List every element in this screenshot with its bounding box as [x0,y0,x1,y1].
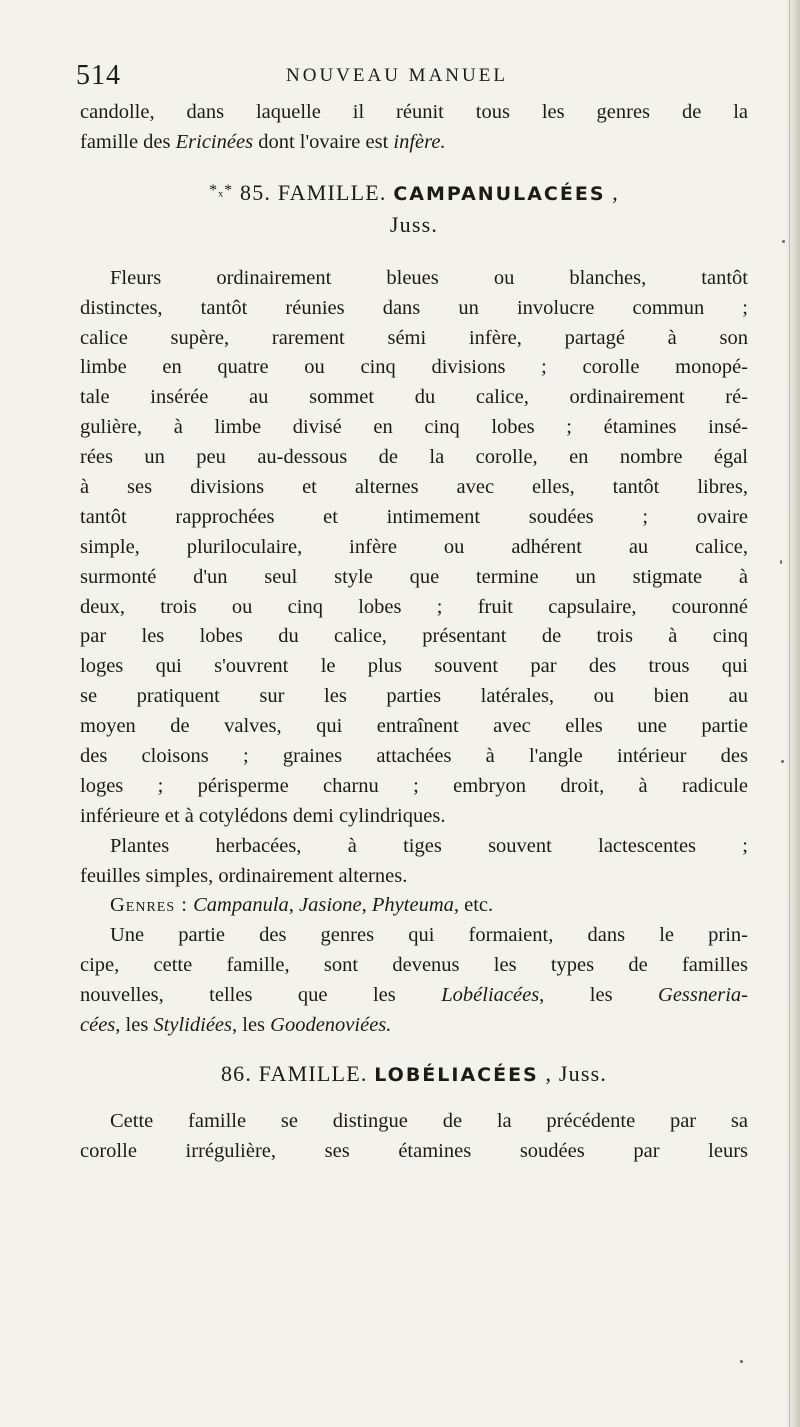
description-line: moyen de valves, qui entraînent avec elles une partie [80,715,748,738]
description-line: tantôt rapprochées et intimement soudées ; ovaire [80,505,748,528]
intro-line-1: candolle, dans laquelle il réunit tous les genres de la [80,101,748,123]
family-86-heading: 86. FAMILLE. LOBÉLIACÉES , Juss. [220,1060,608,1086]
note-text: nouvelles, telles que les [80,984,442,1007]
paper-speck [781,760,784,763]
family-85-split-note [80,921,748,1041]
family-86-line: Cette famille se distingue de la précédente par sa [110,1109,748,1132]
genus-name: Jasione [299,894,362,917]
page-edge [786,0,800,1427]
intro-text: famille des [80,130,176,153]
family-name-italic: Gessneria- [658,984,748,1007]
description-line: à ses divisions et alternes avec elles, tantôt libres, [80,476,748,499]
description-line: Fleurs ordinairement bleues ou blanches, tantôt [110,266,748,289]
description-line: simple, pluriloculaire, infère ou adhérent au calice, [80,535,748,558]
family-86-author: Juss. [558,1060,608,1086]
family-85-author: Juss. [389,211,439,237]
intro-italic: infère. [393,130,446,153]
family-85-description [80,264,748,832]
paper-speck [782,240,785,243]
family-85-heading: $^{*_x*}$ 85. FAMILLE. CAMPANULACÉES , [209,179,619,205]
description-line: rées un peu au-dessous de la corolle, en nombre égal [80,446,748,469]
note-text: , les [539,984,659,1007]
page-header [76,60,756,96]
paper-speck [740,1360,743,1363]
note-line: cipe, cette famille, sont devenus les types de familles [80,954,748,977]
description-line: gulière, à limbe divisé en cinq lobes ; étamines insé- [80,416,748,439]
description-line: loges ; périsperme charnu ; embryon droit, à radicule [80,774,748,797]
spacer [80,242,748,264]
genus-name: Campanula [193,894,289,917]
spacer [80,1091,748,1107]
description-line: deux, trois ou cinq lobes ; fruit capsulaire, couronné [80,595,748,618]
family-86-line: corolle irrégulière, ses étamines soudées par leurs [80,1139,748,1162]
family-85-number: 85. FAMILLE. [240,179,387,205]
plants-line: feuilles simples, ordinairement alternes. [80,864,408,887]
description-line: par les lobes du calice, présentant de trois à cinq [80,625,748,648]
family-name-italic: Lobéliacées [441,984,540,1007]
description-line: surmonté d'un seul style que termine un stigmate à [80,565,748,588]
note-line: Une partie des genres qui formaient, dans le prin- [110,924,748,947]
description-line: distinctes, tantôt réunies dans un involucre commun ; [80,296,748,319]
note-line [80,981,748,1011]
note-text: , les [232,1014,271,1037]
running-head: NOUVEAU MANUEL [286,65,508,86]
genus-name: Phyteuma [371,894,454,917]
plants-line: Plantes herbacées, à tiges souvent lactescentes ; [110,834,748,857]
family-name-italic: Goodenoviées. [270,1014,392,1037]
genres-etc: , etc. [453,894,494,917]
description-line: calice supère, rarement sémi infère, partagé à son [80,326,748,349]
spacer [80,1041,748,1057]
family-name-italic: cées [80,1014,116,1037]
genres-label: Genres : [110,894,188,917]
note-text: , les [115,1014,154,1037]
page-number: 514 [76,60,121,91]
spacer [80,158,748,174]
text-block [80,98,748,1167]
asterism-icon: *ₓ* [209,181,234,199]
family-85-name: CAMPANULACÉES [393,182,606,205]
paper-speck [780,560,782,564]
description-line: inférieure et à cotylédons demi cylindriques. [80,804,446,827]
family-86-number: 86. FAMILLE. [220,1060,368,1086]
description-line: loges qui s'ouvrent le plus souvent par des trous qui [80,655,748,678]
family-85-plants [80,832,748,892]
intro-line-2 [80,128,748,158]
intro-italic: Ericinées [175,130,254,153]
family-85-genres: Genres : Campanula, Jasione, Phyteuma, etc. [110,894,494,917]
description-line: des cloisons ; graines attachées à l'angle intérieur des [80,745,748,768]
family-86-name: LOBÉLIACÉES [374,1063,539,1086]
note-line [80,1011,748,1041]
description-line: tale insérée au sommet du calice, ordinairement ré- [80,386,748,409]
description-line: limbe en quatre ou cinq divisions ; corolle monopé- [80,356,748,379]
description-line: se pratiquent sur les parties latérales, ou bien au [80,685,748,708]
family-name-italic: Stylidiées [153,1014,232,1037]
family-86-text [80,1107,748,1167]
intro-text: dont l'ovaire est [253,130,394,153]
